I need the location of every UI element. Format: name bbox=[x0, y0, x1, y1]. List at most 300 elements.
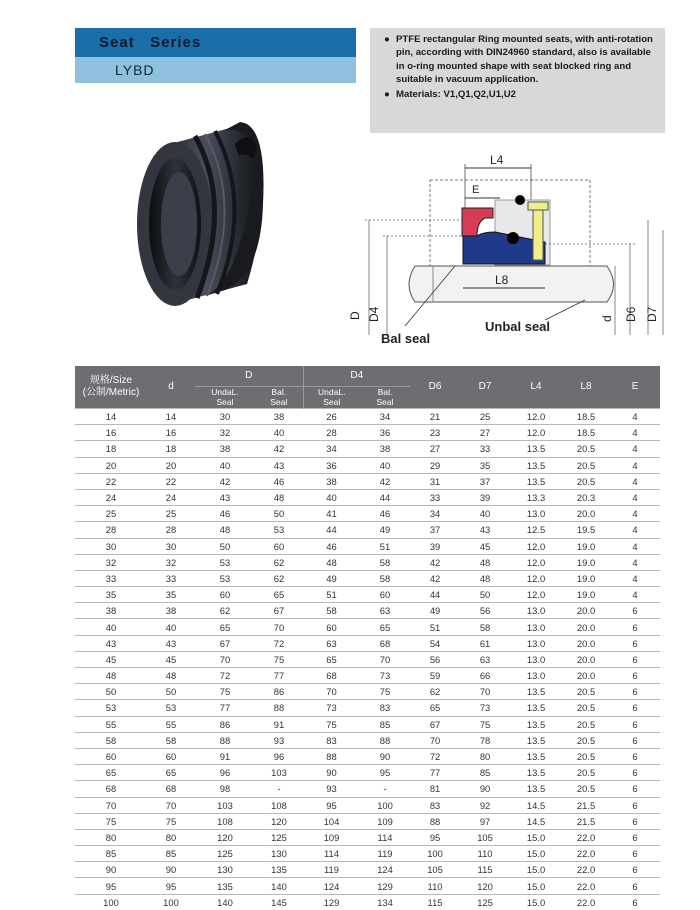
table-cell: 48 bbox=[303, 554, 360, 570]
table-cell: 110 bbox=[460, 846, 510, 862]
seal-face-red bbox=[462, 208, 493, 236]
table-cell: 135 bbox=[195, 878, 255, 894]
table-cell: 45 bbox=[75, 651, 147, 667]
table-cell: 60 bbox=[255, 538, 303, 554]
table-cell: 19.0 bbox=[562, 538, 610, 554]
table-cell: 100 bbox=[147, 894, 195, 910]
bullet-dot-icon: ● bbox=[384, 89, 390, 101]
table-cell: 16 bbox=[147, 425, 195, 441]
table-cell: 19.5 bbox=[562, 522, 610, 538]
table-cell: 20.0 bbox=[562, 619, 610, 635]
table-cell: 63 bbox=[460, 651, 510, 667]
header-D6: D6 bbox=[410, 366, 460, 409]
table-cell: 67 bbox=[255, 603, 303, 619]
table-cell: 109 bbox=[360, 813, 410, 829]
table-cell: 33 bbox=[147, 570, 195, 586]
table-cell: 75 bbox=[360, 684, 410, 700]
table-cell: 18 bbox=[147, 441, 195, 457]
table-cell: 140 bbox=[195, 894, 255, 910]
table-cell: 72 bbox=[195, 668, 255, 684]
table-cell: 93 bbox=[255, 732, 303, 748]
table-cell: 58 bbox=[360, 570, 410, 586]
table-cell: 45 bbox=[147, 651, 195, 667]
table-cell: 22.0 bbox=[562, 846, 610, 862]
table-row bbox=[75, 635, 660, 651]
table-cell: 13.5 bbox=[510, 765, 562, 781]
table-row bbox=[75, 506, 660, 522]
table-cell: 46 bbox=[360, 506, 410, 522]
table-cell: 4 bbox=[610, 522, 660, 538]
table-cell: 97 bbox=[460, 813, 510, 829]
table-cell: 145 bbox=[255, 894, 303, 910]
table-cell: 21.5 bbox=[562, 813, 610, 829]
table-cell: 14.5 bbox=[510, 797, 562, 813]
table-cell: 43 bbox=[255, 457, 303, 473]
table-cell: 53 bbox=[255, 522, 303, 538]
table-body bbox=[75, 409, 660, 910]
table-cell: 91 bbox=[255, 716, 303, 732]
table-cell: 119 bbox=[360, 846, 410, 862]
table-cell: 20.5 bbox=[562, 748, 610, 764]
table-cell: 49 bbox=[303, 570, 360, 586]
table-cell: 72 bbox=[255, 635, 303, 651]
table-cell: 4 bbox=[610, 457, 660, 473]
table-row bbox=[75, 651, 660, 667]
table-cell: 4 bbox=[610, 554, 660, 570]
table-cell: 20.0 bbox=[562, 603, 610, 619]
table-cell: 68 bbox=[75, 781, 147, 797]
table-cell: 27 bbox=[460, 425, 510, 441]
table-cell: 85 bbox=[75, 846, 147, 862]
header-seal: Seal bbox=[323, 397, 341, 408]
table-cell: 100 bbox=[410, 846, 460, 862]
table-cell: 22.0 bbox=[562, 894, 610, 910]
table-cell: 83 bbox=[303, 732, 360, 748]
table-cell: 35 bbox=[460, 457, 510, 473]
table-cell: 6 bbox=[610, 878, 660, 894]
table-cell: 55 bbox=[75, 716, 147, 732]
table-cell: 51 bbox=[410, 619, 460, 635]
table-cell: 119 bbox=[303, 862, 360, 878]
table-row bbox=[75, 409, 660, 425]
table-cell: 4 bbox=[610, 538, 660, 554]
table-cell: 125 bbox=[255, 829, 303, 845]
header-L4: L4 bbox=[510, 366, 562, 409]
technical-diagram bbox=[345, 140, 675, 355]
table-cell: 4 bbox=[610, 473, 660, 489]
table-cell: 140 bbox=[255, 878, 303, 894]
table-cell: 70 bbox=[460, 684, 510, 700]
table-cell: 30 bbox=[147, 538, 195, 554]
table-row bbox=[75, 765, 660, 781]
table-cell: 4 bbox=[610, 570, 660, 586]
table-cell: 40 bbox=[460, 506, 510, 522]
table-cell: 20.5 bbox=[562, 473, 610, 489]
materials-text: Materials: V1,Q1,Q2,U1,U2 bbox=[396, 89, 516, 101]
table-cell: 4 bbox=[610, 425, 660, 441]
table-cell: 90 bbox=[360, 748, 410, 764]
table-cell: 20.5 bbox=[562, 457, 610, 473]
table-cell: 90 bbox=[303, 765, 360, 781]
table-cell: 88 bbox=[360, 732, 410, 748]
table-cell: 30 bbox=[195, 409, 255, 425]
header-size-sub: (公制/Metric) bbox=[82, 387, 140, 398]
table-cell: 41 bbox=[303, 506, 360, 522]
table-cell: 85 bbox=[360, 716, 410, 732]
table-cell: 20.5 bbox=[562, 781, 610, 797]
anti-rotation-pin bbox=[533, 205, 543, 260]
table-cell: 105 bbox=[460, 829, 510, 845]
table-cell: 6 bbox=[610, 846, 660, 862]
table-cell: 80 bbox=[460, 748, 510, 764]
table-cell: 53 bbox=[195, 570, 255, 586]
table-cell: 78 bbox=[460, 732, 510, 748]
table-cell: 46 bbox=[195, 506, 255, 522]
table-cell: 13.5 bbox=[510, 684, 562, 700]
table-cell: 65 bbox=[255, 587, 303, 603]
table-cell: 77 bbox=[410, 765, 460, 781]
table-cell: 6 bbox=[610, 603, 660, 619]
table-cell: 15.0 bbox=[510, 894, 562, 910]
table-cell: 100 bbox=[360, 797, 410, 813]
table-cell: 18 bbox=[75, 441, 147, 457]
header-bal: Bal. bbox=[271, 387, 287, 398]
table-cell: 60 bbox=[75, 748, 147, 764]
table-cell: 68 bbox=[147, 781, 195, 797]
table-cell: 58 bbox=[360, 554, 410, 570]
table-cell: 43 bbox=[75, 635, 147, 651]
table-cell: - bbox=[255, 781, 303, 797]
table-cell: 20.0 bbox=[562, 668, 610, 684]
header-D-bal bbox=[255, 386, 303, 408]
table-cell: 12.0 bbox=[510, 425, 562, 441]
bal-seal-label: Bal seal bbox=[381, 331, 431, 346]
table-cell: 53 bbox=[195, 554, 255, 570]
table-cell: 21.5 bbox=[562, 797, 610, 813]
table-cell: 96 bbox=[195, 765, 255, 781]
table-cell: 88 bbox=[410, 813, 460, 829]
table-cell: 48 bbox=[195, 522, 255, 538]
dim-label-E: E bbox=[472, 184, 480, 196]
table-cell: 4 bbox=[610, 587, 660, 603]
table-cell: 44 bbox=[410, 587, 460, 603]
table-cell: 20.5 bbox=[562, 684, 610, 700]
table-cell: 88 bbox=[195, 732, 255, 748]
table-cell: 73 bbox=[460, 700, 510, 716]
table-cell: 110 bbox=[410, 878, 460, 894]
table-cell: 12.0 bbox=[510, 587, 562, 603]
table-cell: 20.5 bbox=[562, 765, 610, 781]
table-cell: 108 bbox=[195, 813, 255, 829]
table-cell: 108 bbox=[255, 797, 303, 813]
table-cell: 60 bbox=[147, 748, 195, 764]
table-cell: 35 bbox=[75, 587, 147, 603]
table-cell: 51 bbox=[360, 538, 410, 554]
table-cell: 26 bbox=[303, 409, 360, 425]
table-cell: 114 bbox=[303, 846, 360, 862]
table-cell: 50 bbox=[195, 538, 255, 554]
table-cell: 40 bbox=[303, 489, 360, 505]
table-cell: 80 bbox=[147, 829, 195, 845]
table-cell: 20 bbox=[147, 457, 195, 473]
table-cell: 95 bbox=[147, 878, 195, 894]
dim-label-D: D bbox=[348, 311, 362, 320]
table-cell: 6 bbox=[610, 684, 660, 700]
table-row bbox=[75, 473, 660, 489]
table-cell: 38 bbox=[75, 603, 147, 619]
table-cell: 70 bbox=[195, 651, 255, 667]
table-cell: 77 bbox=[255, 668, 303, 684]
table-cell: 75 bbox=[303, 716, 360, 732]
table-cell: 28 bbox=[303, 425, 360, 441]
table-cell: 67 bbox=[195, 635, 255, 651]
title-box bbox=[75, 28, 356, 83]
materials-bullet bbox=[384, 88, 655, 101]
table-cell: 56 bbox=[460, 603, 510, 619]
table-cell: 75 bbox=[147, 813, 195, 829]
table-cell: 6 bbox=[610, 619, 660, 635]
seal-ring-image bbox=[75, 84, 356, 334]
table-cell: 19.0 bbox=[562, 570, 610, 586]
table-cell: 43 bbox=[195, 489, 255, 505]
table-cell: 18.5 bbox=[562, 409, 610, 425]
table-cell: 13.5 bbox=[510, 716, 562, 732]
table-cell: 20.5 bbox=[562, 700, 610, 716]
table-cell: 43 bbox=[460, 522, 510, 538]
table-cell: 60 bbox=[195, 587, 255, 603]
table-row bbox=[75, 425, 660, 441]
table-cell: 129 bbox=[360, 878, 410, 894]
header-D: D bbox=[195, 366, 303, 386]
table-cell: 22 bbox=[147, 473, 195, 489]
table-cell: 92 bbox=[460, 797, 510, 813]
table-cell: 85 bbox=[460, 765, 510, 781]
table-cell: 48 bbox=[147, 668, 195, 684]
header-seal: Seal bbox=[376, 397, 394, 408]
table-row bbox=[75, 668, 660, 684]
table-cell: 34 bbox=[360, 409, 410, 425]
table-cell: 58 bbox=[147, 732, 195, 748]
table-cell: 83 bbox=[410, 797, 460, 813]
table-cell: 50 bbox=[255, 506, 303, 522]
table-row bbox=[75, 570, 660, 586]
table-cell: 68 bbox=[303, 668, 360, 684]
table-cell: 13.5 bbox=[510, 473, 562, 489]
table-cell: 60 bbox=[303, 619, 360, 635]
table-cell: 14 bbox=[147, 409, 195, 425]
table-cell: 65 bbox=[195, 619, 255, 635]
table-cell: 19.0 bbox=[562, 554, 610, 570]
table-cell: 15.0 bbox=[510, 829, 562, 845]
table-cell: 72 bbox=[410, 748, 460, 764]
table-row bbox=[75, 538, 660, 554]
table-cell: 50 bbox=[75, 684, 147, 700]
table-cell: 62 bbox=[195, 603, 255, 619]
table-cell: 65 bbox=[75, 765, 147, 781]
table-cell: 40 bbox=[360, 457, 410, 473]
table-cell: 20 bbox=[75, 457, 147, 473]
table-row bbox=[75, 797, 660, 813]
table-cell: 6 bbox=[610, 813, 660, 829]
table-cell: 13.5 bbox=[510, 700, 562, 716]
table-cell: 38 bbox=[147, 603, 195, 619]
description-bullet bbox=[384, 33, 655, 86]
table-cell: 25 bbox=[75, 506, 147, 522]
table-cell: 88 bbox=[255, 700, 303, 716]
table-cell: 34 bbox=[303, 441, 360, 457]
table-cell: 35 bbox=[147, 587, 195, 603]
table-cell: 61 bbox=[460, 635, 510, 651]
table-cell: 6 bbox=[610, 635, 660, 651]
table-cell: 27 bbox=[410, 441, 460, 457]
table-cell: 40 bbox=[255, 425, 303, 441]
dim-label-L4: L4 bbox=[490, 153, 504, 167]
product-photo bbox=[75, 84, 356, 334]
table-cell: 4 bbox=[610, 409, 660, 425]
table-cell: 56 bbox=[410, 651, 460, 667]
table-cell: 65 bbox=[360, 619, 410, 635]
table-cell: 63 bbox=[303, 635, 360, 651]
table-cell: 20.5 bbox=[562, 732, 610, 748]
table-cell: 48 bbox=[460, 570, 510, 586]
table-cell: 46 bbox=[303, 538, 360, 554]
table-cell: 13.0 bbox=[510, 603, 562, 619]
table-cell: 21 bbox=[410, 409, 460, 425]
table-row bbox=[75, 554, 660, 570]
table-row bbox=[75, 587, 660, 603]
table-cell: 22.0 bbox=[562, 878, 610, 894]
table-cell: 6 bbox=[610, 700, 660, 716]
header-seal: Seal bbox=[216, 397, 234, 408]
table-cell: 14 bbox=[75, 409, 147, 425]
table-row bbox=[75, 781, 660, 797]
table-cell: 13.0 bbox=[510, 668, 562, 684]
table-cell: 42 bbox=[360, 473, 410, 489]
table-cell: 29 bbox=[410, 457, 460, 473]
table-cell: 90 bbox=[147, 862, 195, 878]
table-cell: 28 bbox=[147, 522, 195, 538]
table-cell: 120 bbox=[255, 813, 303, 829]
table-cell: 59 bbox=[410, 668, 460, 684]
table-cell: 83 bbox=[360, 700, 410, 716]
header-D-unbal bbox=[195, 386, 255, 408]
table-cell: 24 bbox=[147, 489, 195, 505]
table-cell: 4 bbox=[610, 506, 660, 522]
table-row bbox=[75, 441, 660, 457]
header-L8: L8 bbox=[562, 366, 610, 409]
table-cell: 58 bbox=[303, 603, 360, 619]
table-cell: 105 bbox=[410, 862, 460, 878]
dim-label-L8: L8 bbox=[495, 273, 509, 287]
table-cell: 73 bbox=[303, 700, 360, 716]
table-row bbox=[75, 846, 660, 862]
table-cell: 62 bbox=[410, 684, 460, 700]
table-cell: 48 bbox=[255, 489, 303, 505]
table-cell: 66 bbox=[460, 668, 510, 684]
table-row bbox=[75, 457, 660, 473]
table-row bbox=[75, 829, 660, 845]
table-cell: 50 bbox=[460, 587, 510, 603]
table-cell: 124 bbox=[360, 862, 410, 878]
table-cell: 54 bbox=[410, 635, 460, 651]
table-cell: 38 bbox=[195, 441, 255, 457]
table-cell: 42 bbox=[255, 441, 303, 457]
table-cell: 13.5 bbox=[510, 441, 562, 457]
table-cell: 48 bbox=[75, 668, 147, 684]
table-cell: 120 bbox=[460, 878, 510, 894]
table-cell: 91 bbox=[195, 748, 255, 764]
table-cell: 45 bbox=[460, 538, 510, 554]
header-D4-unbal bbox=[303, 386, 360, 408]
table-cell: 49 bbox=[360, 522, 410, 538]
table-cell: 39 bbox=[410, 538, 460, 554]
table-cell: 75 bbox=[195, 684, 255, 700]
table-cell: 13.0 bbox=[510, 651, 562, 667]
table-cell: 16 bbox=[75, 425, 147, 441]
table-cell: 49 bbox=[410, 603, 460, 619]
table-cell: 44 bbox=[303, 522, 360, 538]
table-cell: 40 bbox=[75, 619, 147, 635]
table-cell: 32 bbox=[147, 554, 195, 570]
table-cell: 6 bbox=[610, 732, 660, 748]
table-cell: 70 bbox=[75, 797, 147, 813]
table-row bbox=[75, 684, 660, 700]
table-cell: 6 bbox=[610, 651, 660, 667]
table-cell: 46 bbox=[255, 473, 303, 489]
dim-label-D4: D4 bbox=[367, 306, 381, 322]
table-cell: 96 bbox=[255, 748, 303, 764]
table-cell: 25 bbox=[147, 506, 195, 522]
header-seal: Seal bbox=[270, 397, 288, 408]
table-cell: 6 bbox=[610, 894, 660, 910]
dim-label-d: d bbox=[600, 315, 614, 322]
series-title: Seat Series bbox=[75, 28, 356, 57]
table-cell: 40 bbox=[195, 457, 255, 473]
table-cell: 58 bbox=[75, 732, 147, 748]
table-cell: 70 bbox=[147, 797, 195, 813]
table-cell: 24 bbox=[75, 489, 147, 505]
table-cell: 15.0 bbox=[510, 878, 562, 894]
table-cell: 88 bbox=[303, 748, 360, 764]
table-cell: 130 bbox=[255, 846, 303, 862]
table-cell: 15.0 bbox=[510, 862, 562, 878]
table-cell: 6 bbox=[610, 765, 660, 781]
table-cell: 51 bbox=[303, 587, 360, 603]
table-cell: 67 bbox=[410, 716, 460, 732]
table-cell: 65 bbox=[410, 700, 460, 716]
table-cell: 90 bbox=[75, 862, 147, 878]
table-cell: 14.5 bbox=[510, 813, 562, 829]
table-row bbox=[75, 894, 660, 910]
table-cell: 4 bbox=[610, 489, 660, 505]
header-bal: Bal. bbox=[377, 387, 393, 398]
table-cell: 12.0 bbox=[510, 538, 562, 554]
table-row bbox=[75, 732, 660, 748]
table-cell: 125 bbox=[195, 846, 255, 862]
dim-label-D7: D7 bbox=[645, 306, 659, 322]
table-cell: 19.0 bbox=[562, 587, 610, 603]
o-ring bbox=[507, 232, 519, 244]
table-cell: 98 bbox=[195, 781, 255, 797]
table-cell: 42 bbox=[410, 570, 460, 586]
table-cell: 13.0 bbox=[510, 635, 562, 651]
table-cell: 42 bbox=[195, 473, 255, 489]
header-D4: D4 bbox=[303, 366, 410, 386]
table-cell: 95 bbox=[410, 829, 460, 845]
table-cell: 13.0 bbox=[510, 619, 562, 635]
table-cell: 20.0 bbox=[562, 635, 610, 651]
table-cell: 13.3 bbox=[510, 489, 562, 505]
